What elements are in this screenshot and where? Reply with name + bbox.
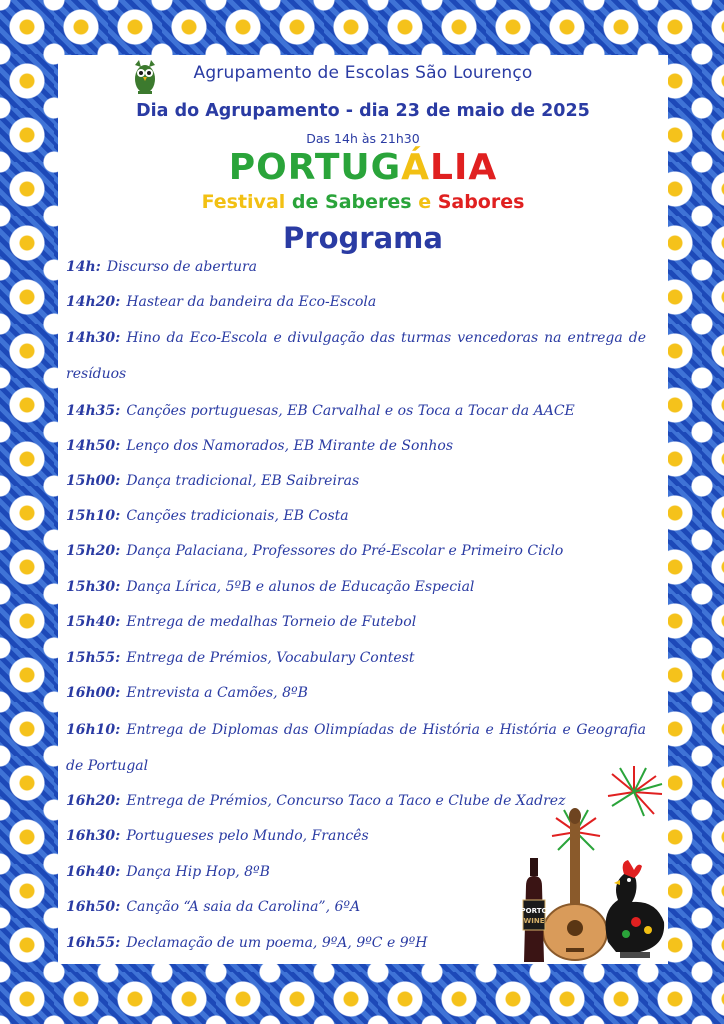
- portuguese-icons-illustration: [516, 762, 672, 968]
- schedule-item: 15h55: Entrega de Prémios, Vocabulary Contest: [66, 650, 415, 666]
- fireworks-icon: [552, 766, 662, 850]
- schedule-item: 16h50: Canção “A saia da Carolina”, 6ºA: [66, 899, 361, 915]
- school-name: Agrupamento de Escolas São Lourenço: [193, 63, 533, 83]
- schedule-item: 14h50: Lenço dos Namorados, EB Mirante de Sonhos: [66, 438, 454, 454]
- event-hours: Das 14h às 21h30: [306, 131, 420, 146]
- schedule-item: 15h30: Dança Lírica, 5ºB e alunos de Educação Especial: [66, 579, 475, 595]
- schedule-item: 15h40: Entrega de medalhas Torneio de Futebol: [66, 614, 417, 630]
- bottle-label-line2: WINE: [523, 917, 545, 925]
- schedule-item: 16h30: Portugueses pelo Mundo, Francês: [66, 828, 369, 844]
- schedule-item: 14h: Discurso de abertura: [66, 259, 258, 275]
- barcelos-rooster-icon: [606, 860, 665, 958]
- brand-part-2: Á: [401, 147, 431, 188]
- brand-part-3: LIA: [430, 147, 498, 188]
- schedule-item: 14h35: Canções portuguesas, EB Carvalhal e os Toca a Tocar da AACE: [66, 403, 575, 419]
- port-wine-bottle-icon: [521, 858, 548, 962]
- program-title: Programa: [283, 221, 443, 255]
- event-title: Dia do Agrupamento - dia 23 de maio de 2025: [136, 101, 590, 121]
- schedule-item: 15h10: Canções tradicionais, EB Costa: [66, 508, 349, 524]
- schedule-item: 14h20: Hastear da bandeira da Eco-Escola: [66, 294, 377, 310]
- festival-part-2: de Saberes: [291, 191, 419, 213]
- festival-part-3: e: [418, 191, 438, 213]
- festival-subtitle: [58, 191, 668, 213]
- schedule-item: 16h20: Entrega de Prémios, Concurso Taco a Taco e Clube de Xadrez: [66, 793, 566, 809]
- schedule-item: 14h30: Hino da Eco-Escola e divulgação das turmas vencedoras na entrega de resíduos: [66, 330, 646, 382]
- schedule-item: 16h10: Entrega de Diplomas das Olimpíadas de História e História e Geografia de Portugal: [66, 722, 646, 774]
- festival-part-4: Sabores: [437, 191, 525, 213]
- festival-part-1: Festival: [201, 191, 292, 213]
- portugalia-logo: [58, 147, 668, 188]
- portuguese-guitar-icon: [543, 808, 607, 960]
- brand-part-1: PORTUG: [228, 147, 402, 188]
- schedule-item: 16h00: Entrevista a Camões, 8ºB: [66, 685, 308, 701]
- schedule-item: 16h40: Dança Hip Hop, 8ºB: [66, 864, 270, 880]
- schedule-item: 15h20: Dança Palaciana, Professores do Pré-Escolar e Primeiro Ciclo: [66, 543, 564, 559]
- bottle-label-line1: PORTO: [520, 907, 548, 915]
- schedule-item: 15h00: Dança tradicional, EB Saibreiras: [66, 473, 360, 489]
- schedule-item: 16h55: Declamação de um poema, 9ºA, 9ºC e 9ºH: [66, 935, 428, 951]
